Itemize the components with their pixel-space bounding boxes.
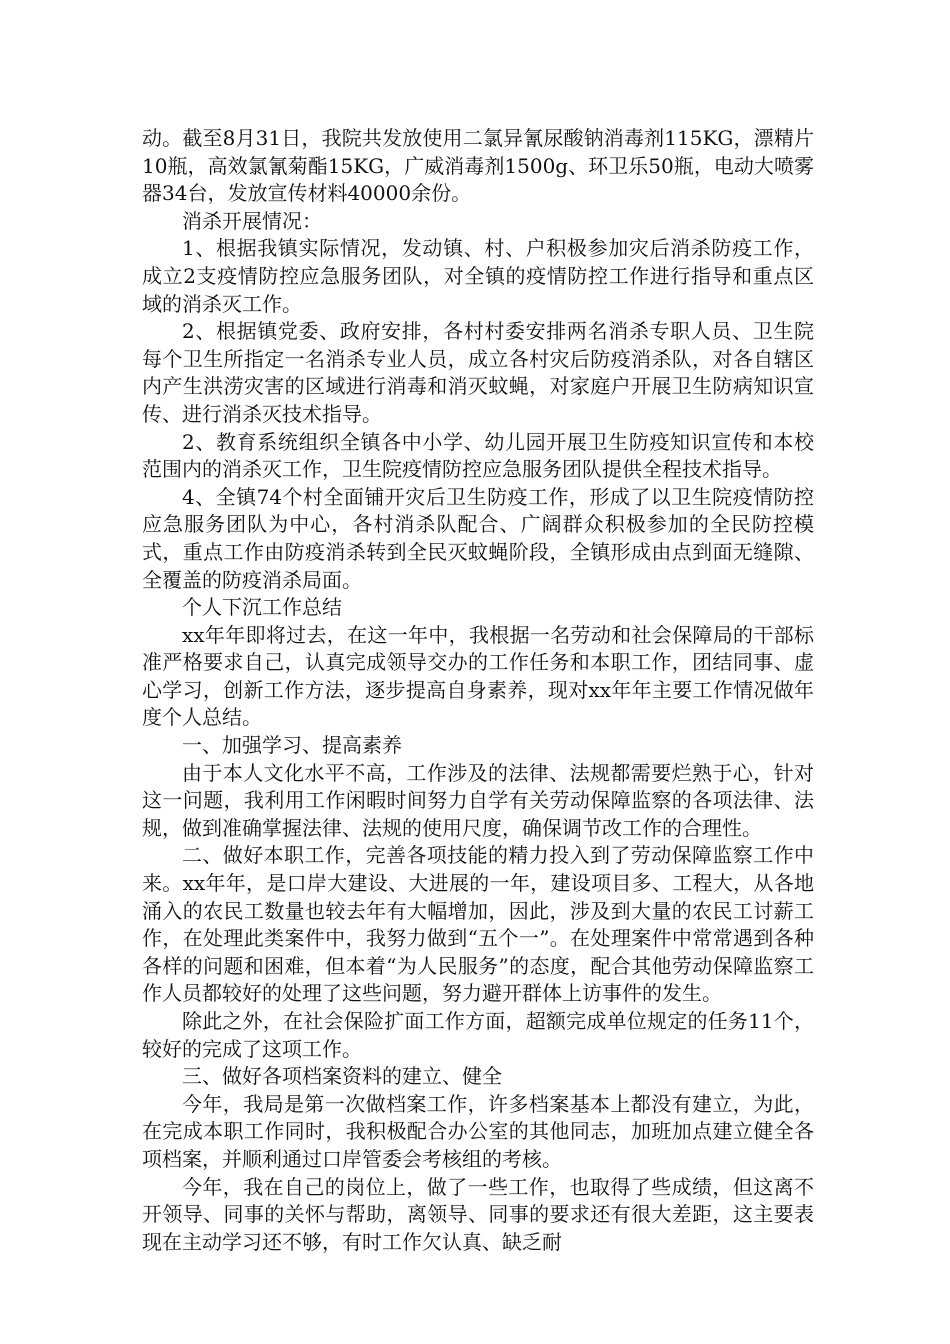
section-heading-summary: 个人下沉工作总结 — [182, 595, 342, 620]
paragraph-8: xx年年即将过去，在这一年中，我根据一名劳动和社会保障局的干部标准严格要求自己，认真完成领导交办的工作任务和本职工作，团结同事、虚心学习，创新工作方法，逐步提高自身素养，现对xx年年主要工作情况做年度个人总结。 — [142, 622, 814, 730]
paragraph-5: 2、教育系统组织全镇各中小学、幼儿园开展卫生防疫知识宣传和本校范围内的消杀灭工作，卫生院疫情防控应急服务团队提供全程技术指导。 — [142, 429, 814, 482]
paragraph-12: 除此之外，在社会保险扩面工作方面，超额完成单位规定的任务11个，较好的完成了这项工作。 — [142, 1009, 814, 1061]
paragraph-15: 今年，我在自己的岗位上，做了一些工作，也取得了些成绩，但这离不开领导、同事的关怀与帮助，离领导、同事的要求还有很大差距，这主要表现在主动学习还不够，有时工作欠认真、缺乏耐 — [142, 1174, 814, 1254]
paragraph-11: 二、做好本职工作，完善各项技能的精力投入到了劳动保障监察工作中来。xx年年，是口岸大建设、大进展的一年，建设项目多、工程大，从各地涌入的农民工数量也较去年有大幅增加，因此，涉及到大量的农民工讨薪工作，在处理此类案件中，我努力做到“五个一”。在处理案件中常常遇到各种各样的问题和困难，但本着“为人民服务”的态度，配合其他劳动保障监察工作人员都较好的处理了这些问题，努力避开群体上访事件的发生。 — [142, 843, 814, 1006]
section-heading-3: 三、做好各项档案资料的建立、健全 — [182, 1064, 502, 1089]
paragraph-1: 动。截至8月31日，我院共发放使用二氯异氰尿酸钠消毒剂115KG，漂精片10瓶，高效氯氰菊酯15KG，广威消毒剂1500g、环卫乐50瓶，电动大喷雾器34台，发放宣传材料40000余份。 — [142, 126, 814, 206]
paragraph-6: 4、全镇74个村全面铺开灾后卫生防疫工作，形成了以卫生院疫情防控应急服务团队为中心，各村消杀队配合、广阔群众积极参加的全民防控模式，重点工作由防疫消杀转到全民灭蚊蝇阶段，全镇形成由点到面无缝隙、全覆盖的防疫消杀局面。 — [142, 484, 814, 592]
paragraph-2: 消杀开展情况： — [182, 208, 322, 233]
paragraph-14: 今年，我局是第一次做档案工作，许多档案基本上都没有建立，为此，在完成本职工作同时，我积极配合办公室的其他同志，加班加点建立健全各项档案，并顺利通过口岸管委会考核组的考核。 — [142, 1091, 814, 1171]
paragraph-10: 由于本人文化水平不高，工作涉及的法律、法规都需要烂熟于心，针对这一问题，我利用工作闲暇时间努力自学有关劳动保障监察的各项法律、法规，做到准确掌握法律、法规的使用尺度，确保调节改工作的合理性。 — [142, 760, 814, 840]
document-body — [142, 125, 814, 1256]
paragraph-4: 2、根据镇党委、政府安排，各村村委安排两名消杀专职人员、卫生院每个卫生所指定一名消杀专业人员，成立各村灾后防疫消杀队，对各自辖区内产生洪涝灾害的区域进行消毒和消灭蚊蝇，对家庭户开展卫生防病知识宣传、进行消杀灭技术指导。 — [142, 319, 814, 426]
section-heading-1: 一、加强学习、提高素养 — [182, 733, 402, 758]
paragraph-3: 1、根据我镇实际情况，发动镇、村、户积极参加灾后消杀防疫工作，成立2支疫情防控应急服务团队，对全镇的疫情防控工作进行指导和重点区域的消杀灭工作。 — [142, 236, 814, 316]
